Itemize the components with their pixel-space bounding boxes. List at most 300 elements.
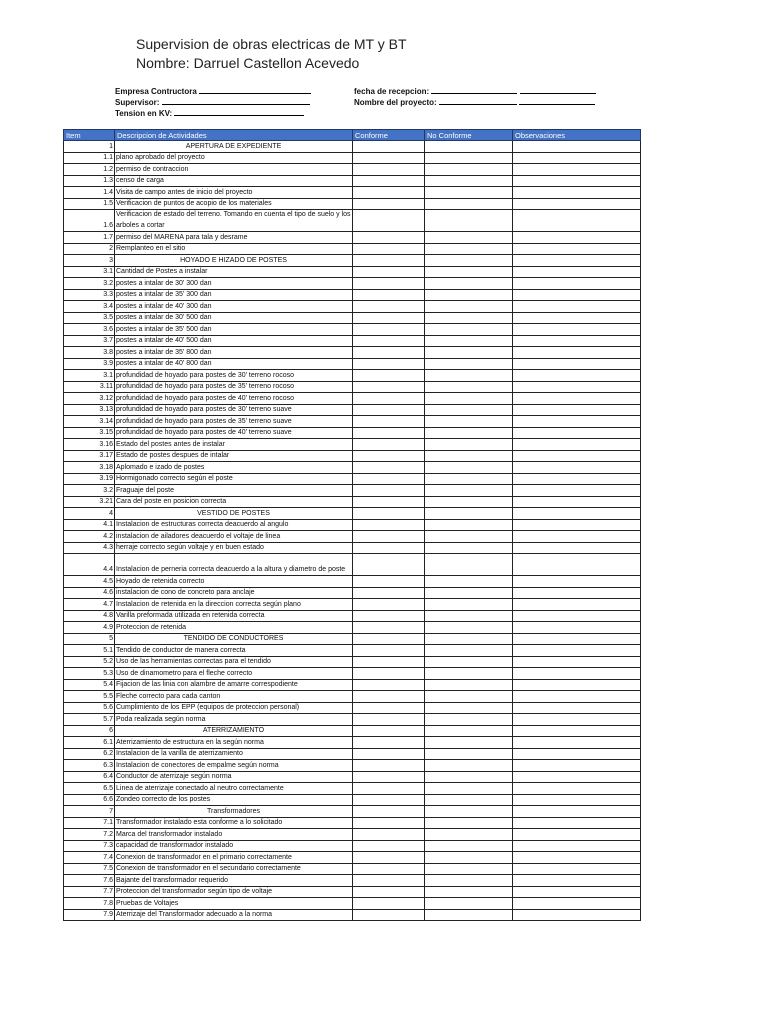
no-conforme-cell[interactable] (425, 141, 513, 153)
item-cell: 1 (64, 141, 115, 153)
observaciones-cell[interactable] (513, 152, 641, 164)
table-row (64, 347, 641, 359)
observaciones-cell[interactable] (513, 416, 641, 428)
no-conforme-cell[interactable] (425, 347, 513, 359)
observaciones-cell[interactable] (513, 645, 641, 657)
no-conforme-cell[interactable] (425, 794, 513, 806)
conforme-cell[interactable] (353, 645, 425, 657)
no-conforme-cell[interactable] (425, 691, 513, 703)
item-cell: 5.6 (64, 702, 115, 714)
observaciones-cell[interactable] (513, 760, 641, 772)
item-cell: 4.1 (64, 519, 115, 531)
conforme-cell[interactable] (353, 485, 425, 497)
no-conforme-cell[interactable] (425, 576, 513, 588)
conforme-cell[interactable] (353, 714, 425, 726)
conforme-cell[interactable] (353, 278, 425, 290)
conforme-cell[interactable] (353, 473, 425, 485)
no-conforme-cell[interactable] (425, 531, 513, 543)
no-conforme-cell[interactable] (425, 817, 513, 829)
item-cell: 7.2 (64, 829, 115, 841)
conforme-cell[interactable] (353, 599, 425, 611)
observaciones-cell[interactable] (513, 679, 641, 691)
observaciones-cell[interactable] (513, 542, 641, 554)
conforme-cell[interactable] (353, 725, 425, 737)
no-conforme-cell[interactable] (425, 679, 513, 691)
no-conforme-cell[interactable] (425, 416, 513, 428)
description-cell: Fleche correcto para cada canton (115, 691, 353, 703)
table-row (64, 863, 641, 875)
table-row (64, 439, 641, 451)
section-row (64, 633, 641, 645)
observaciones-cell[interactable] (513, 817, 641, 829)
table-row (64, 737, 641, 749)
no-conforme-cell[interactable] (425, 198, 513, 210)
item-cell: 3.11 (64, 381, 115, 393)
no-conforme-cell[interactable] (425, 554, 513, 576)
conforme-cell[interactable] (353, 554, 425, 576)
conforme-cell[interactable] (353, 909, 425, 921)
item-cell: 3.7 (64, 335, 115, 347)
supervisor-line[interactable] (162, 96, 310, 105)
observaciones-cell[interactable] (513, 633, 641, 645)
item-cell: 4.9 (64, 622, 115, 634)
conforme-cell[interactable] (353, 210, 425, 232)
table-row (64, 599, 641, 611)
conforme-cell[interactable] (353, 324, 425, 336)
no-conforme-cell[interactable] (425, 278, 513, 290)
empresa-label: Empresa Contructora (115, 87, 197, 96)
conforme-cell[interactable] (353, 898, 425, 910)
no-conforme-cell[interactable] (425, 760, 513, 772)
observaciones-cell[interactable] (513, 725, 641, 737)
observaciones-cell[interactable] (513, 610, 641, 622)
observaciones-cell[interactable] (513, 312, 641, 324)
item-cell: 6.2 (64, 748, 115, 760)
description-cell: Proteccion de retenida (115, 622, 353, 634)
proyecto-field[interactable] (354, 96, 595, 108)
observaciones-cell[interactable] (513, 863, 641, 875)
conforme-cell[interactable] (353, 760, 425, 772)
observaciones-cell[interactable] (513, 691, 641, 703)
description-cell: Fraguaje del poste (115, 485, 353, 497)
observaciones-cell[interactable] (513, 141, 641, 153)
table-row (64, 691, 641, 703)
proyecto-line-2[interactable] (519, 96, 595, 105)
conforme-cell[interactable] (353, 817, 425, 829)
observaciones-cell[interactable] (513, 427, 641, 439)
fecha-label: fecha de recepcion: (354, 87, 430, 96)
empresa-line[interactable] (199, 85, 311, 94)
conforme-cell[interactable] (353, 347, 425, 359)
no-conforme-cell[interactable] (425, 152, 513, 164)
item-cell: 3.21 (64, 496, 115, 508)
no-conforme-cell[interactable] (425, 496, 513, 508)
description-cell: Marca del transformador instalado (115, 829, 353, 841)
observaciones-cell[interactable] (513, 587, 641, 599)
supervisor-label: Supervisor: (115, 98, 160, 107)
conforme-cell[interactable] (353, 198, 425, 210)
conforme-cell[interactable] (353, 393, 425, 405)
observaciones-cell[interactable] (513, 622, 641, 634)
observaciones-cell[interactable] (513, 462, 641, 474)
table-row (64, 760, 641, 772)
table-row (64, 886, 641, 898)
conforme-cell[interactable] (353, 335, 425, 347)
conforme-cell[interactable] (353, 301, 425, 313)
conforme-cell[interactable] (353, 266, 425, 278)
no-conforme-cell[interactable] (425, 610, 513, 622)
description-cell: Varilla preformada utilizada en retenida correcta (115, 610, 353, 622)
item-cell: 3.15 (64, 427, 115, 439)
no-conforme-cell[interactable] (425, 852, 513, 864)
no-conforme-cell[interactable] (425, 301, 513, 313)
conforme-cell[interactable] (353, 622, 425, 634)
conforme-cell[interactable] (353, 702, 425, 714)
observaciones-cell[interactable] (513, 783, 641, 795)
observaciones-cell[interactable] (513, 771, 641, 783)
table-row (64, 898, 641, 910)
conforme-cell[interactable] (353, 519, 425, 531)
observaciones-cell[interactable] (513, 324, 641, 336)
observaciones-cell[interactable] (513, 702, 641, 714)
item-cell: 5 (64, 633, 115, 645)
item-cell: 4.8 (64, 610, 115, 622)
description-cell: Conexion de transformador en el primario correctamente (115, 852, 353, 864)
table-row (64, 702, 641, 714)
observaciones-cell[interactable] (513, 576, 641, 588)
observaciones-cell[interactable] (513, 278, 641, 290)
conforme-cell[interactable] (353, 187, 425, 199)
no-conforme-cell[interactable] (425, 175, 513, 187)
observaciones-cell[interactable] (513, 266, 641, 278)
observaciones-cell[interactable] (513, 599, 641, 611)
conforme-cell[interactable] (353, 656, 425, 668)
no-conforme-cell[interactable] (425, 508, 513, 520)
conforme-cell[interactable] (353, 358, 425, 370)
no-conforme-cell[interactable] (425, 485, 513, 497)
conforme-cell[interactable] (353, 737, 425, 749)
no-conforme-cell[interactable] (425, 656, 513, 668)
no-conforme-cell[interactable] (425, 714, 513, 726)
proyecto-line[interactable] (439, 96, 517, 105)
no-conforme-cell[interactable] (425, 450, 513, 462)
description-cell: Linea de aterrizaje conectado al neutro correctamente (115, 783, 353, 795)
description-cell: capacidad de transformador instalado (115, 840, 353, 852)
tension-field[interactable] (115, 107, 304, 119)
description-cell: postes a intalar de 35' 800 dan (115, 347, 353, 359)
table-row (64, 450, 641, 462)
conforme-cell[interactable] (353, 462, 425, 474)
no-conforme-cell[interactable] (425, 462, 513, 474)
no-conforme-cell[interactable] (425, 645, 513, 657)
item-cell: 7.7 (64, 886, 115, 898)
conforme-cell[interactable] (353, 875, 425, 887)
item-cell: 1.6 (64, 210, 115, 232)
description-cell: Proteccion del transformador según tipo de voltaje (115, 886, 353, 898)
conforme-cell[interactable] (353, 381, 425, 393)
fecha-line-2[interactable] (520, 85, 596, 94)
conforme-cell[interactable] (353, 508, 425, 520)
observaciones-cell[interactable] (513, 358, 641, 370)
observaciones-cell[interactable] (513, 496, 641, 508)
observaciones-cell[interactable] (513, 668, 641, 680)
description-cell: Visita de campo antes de inicio del proyecto (115, 187, 353, 199)
no-conforme-cell[interactable] (425, 243, 513, 255)
description-cell: Pruebas de Voltajes (115, 898, 353, 910)
no-conforme-cell[interactable] (425, 668, 513, 680)
description-cell: Poda realizada según norma (115, 714, 353, 726)
observaciones-cell[interactable] (513, 198, 641, 210)
no-conforme-cell[interactable] (425, 725, 513, 737)
description-cell: Instalacion de la varilla de aterrizamiento (115, 748, 353, 760)
item-cell: 4.6 (64, 587, 115, 599)
observaciones-cell[interactable] (513, 175, 641, 187)
observaciones-cell[interactable] (513, 840, 641, 852)
description-cell: VESTIDO DE POSTES (115, 508, 353, 520)
table-row (64, 656, 641, 668)
observaciones-cell[interactable] (513, 909, 641, 921)
table-row (64, 187, 641, 199)
no-conforme-cell[interactable] (425, 898, 513, 910)
no-conforme-cell[interactable] (425, 587, 513, 599)
observaciones-cell[interactable] (513, 335, 641, 347)
conforme-cell[interactable] (353, 289, 425, 301)
no-conforme-cell[interactable] (425, 266, 513, 278)
item-cell: 3.4 (64, 301, 115, 313)
description-cell: Verificacion de estado del terreno. Tomando en cuenta el tipo de suelo y los arboles a cortar (115, 210, 353, 232)
item-cell: 4.2 (64, 531, 115, 543)
header-descripcion: Descripcion de Actividades (115, 130, 353, 141)
no-conforme-cell[interactable] (425, 702, 513, 714)
observaciones-cell[interactable] (513, 748, 641, 760)
no-conforme-cell[interactable] (425, 875, 513, 887)
observaciones-cell[interactable] (513, 370, 641, 382)
observaciones-cell[interactable] (513, 886, 641, 898)
observaciones-cell[interactable] (513, 656, 641, 668)
description-cell: herraje correcto según voltaje y en buen estado (115, 542, 353, 554)
conforme-cell[interactable] (353, 164, 425, 176)
description-cell: Cumplimiento de los EPP (equipos de proteccion personal) (115, 702, 353, 714)
observaciones-cell[interactable] (513, 737, 641, 749)
observaciones-cell[interactable] (513, 439, 641, 451)
observaciones-cell[interactable] (513, 898, 641, 910)
conforme-cell[interactable] (353, 404, 425, 416)
conforme-cell[interactable] (353, 542, 425, 554)
description-cell: Tendido de conductor de manera correcta (115, 645, 353, 657)
table-row (64, 404, 641, 416)
item-cell: 7.4 (64, 852, 115, 864)
conforme-cell[interactable] (353, 610, 425, 622)
observaciones-cell[interactable] (513, 519, 641, 531)
document-title: Supervision de obras electricas de MT y BT (136, 36, 407, 52)
table-row (64, 748, 641, 760)
description-cell: instalacion de cono de concreto para anclaje (115, 587, 353, 599)
no-conforme-cell[interactable] (425, 370, 513, 382)
conforme-cell[interactable] (353, 255, 425, 267)
no-conforme-cell[interactable] (425, 863, 513, 875)
observaciones-cell[interactable] (513, 714, 641, 726)
conforme-cell[interactable] (353, 794, 425, 806)
no-conforme-cell[interactable] (425, 806, 513, 818)
no-conforme-cell[interactable] (425, 289, 513, 301)
conforme-cell[interactable] (353, 840, 425, 852)
observaciones-cell[interactable] (513, 485, 641, 497)
no-conforme-cell[interactable] (425, 381, 513, 393)
observaciones-cell[interactable] (513, 381, 641, 393)
section-row (64, 806, 641, 818)
no-conforme-cell[interactable] (425, 909, 513, 921)
observaciones-cell[interactable] (513, 232, 641, 244)
observaciones-cell[interactable] (513, 243, 641, 255)
no-conforme-cell[interactable] (425, 622, 513, 634)
observaciones-cell[interactable] (513, 508, 641, 520)
table-row (64, 175, 641, 187)
no-conforme-cell[interactable] (425, 783, 513, 795)
tension-line[interactable] (174, 107, 304, 116)
header-observaciones: Observaciones (513, 130, 641, 141)
observaciones-cell[interactable] (513, 393, 641, 405)
no-conforme-cell[interactable] (425, 840, 513, 852)
no-conforme-cell[interactable] (425, 404, 513, 416)
item-cell: 5.4 (64, 679, 115, 691)
conforme-cell[interactable] (353, 576, 425, 588)
conforme-cell[interactable] (353, 427, 425, 439)
table-row (64, 554, 641, 576)
description-cell: Transformador instalado esta conforme a lo solicitado (115, 817, 353, 829)
fecha-line[interactable] (431, 85, 517, 94)
conforme-cell[interactable] (353, 312, 425, 324)
observaciones-cell[interactable] (513, 210, 641, 232)
conforme-cell[interactable] (353, 232, 425, 244)
observaciones-cell[interactable] (513, 806, 641, 818)
conforme-cell[interactable] (353, 416, 425, 428)
observaciones-cell[interactable] (513, 187, 641, 199)
no-conforme-cell[interactable] (425, 542, 513, 554)
table-row (64, 909, 641, 921)
no-conforme-cell[interactable] (425, 427, 513, 439)
observaciones-cell[interactable] (513, 450, 641, 462)
conforme-cell[interactable] (353, 679, 425, 691)
observaciones-cell[interactable] (513, 164, 641, 176)
no-conforme-cell[interactable] (425, 473, 513, 485)
conforme-cell[interactable] (353, 886, 425, 898)
no-conforme-cell[interactable] (425, 886, 513, 898)
conforme-cell[interactable] (353, 863, 425, 875)
item-cell: 6.4 (64, 771, 115, 783)
conforme-cell[interactable] (353, 668, 425, 680)
conforme-cell[interactable] (353, 531, 425, 543)
conforme-cell[interactable] (353, 852, 425, 864)
no-conforme-cell[interactable] (425, 164, 513, 176)
observaciones-cell[interactable] (513, 301, 641, 313)
no-conforme-cell[interactable] (425, 312, 513, 324)
table-row (64, 829, 641, 841)
observaciones-cell[interactable] (513, 473, 641, 485)
conforme-cell[interactable] (353, 806, 425, 818)
table-row (64, 771, 641, 783)
no-conforme-cell[interactable] (425, 771, 513, 783)
section-row (64, 255, 641, 267)
item-cell: 3.8 (64, 347, 115, 359)
no-conforme-cell[interactable] (425, 748, 513, 760)
observaciones-cell[interactable] (513, 255, 641, 267)
conforme-cell[interactable] (353, 152, 425, 164)
conforme-cell[interactable] (353, 633, 425, 645)
table-row (64, 198, 641, 210)
description-cell: Fijacion de las linia con alambre de amarre correspodiente (115, 679, 353, 691)
description-cell: Estado del postes antes de instalar (115, 439, 353, 451)
no-conforme-cell[interactable] (425, 187, 513, 199)
no-conforme-cell[interactable] (425, 255, 513, 267)
no-conforme-cell[interactable] (425, 599, 513, 611)
no-conforme-cell[interactable] (425, 439, 513, 451)
item-cell: 1.7 (64, 232, 115, 244)
observaciones-cell[interactable] (513, 875, 641, 887)
conforme-cell[interactable] (353, 496, 425, 508)
no-conforme-cell[interactable] (425, 358, 513, 370)
description-cell: profundidad de hoyado para postes de 35' terreno rocoso (115, 381, 353, 393)
observaciones-cell[interactable] (513, 554, 641, 576)
item-cell: 7 (64, 806, 115, 818)
conforme-cell[interactable] (353, 691, 425, 703)
observaciones-cell[interactable] (513, 531, 641, 543)
description-cell: Estado de postes despues de intalar (115, 450, 353, 462)
no-conforme-cell[interactable] (425, 519, 513, 531)
conforme-cell[interactable] (353, 771, 425, 783)
observaciones-cell[interactable] (513, 852, 641, 864)
item-cell: 4.7 (64, 599, 115, 611)
item-cell: 7.8 (64, 898, 115, 910)
observaciones-cell[interactable] (513, 289, 641, 301)
table-row (64, 840, 641, 852)
conforme-cell[interactable] (353, 748, 425, 760)
observaciones-cell[interactable] (513, 347, 641, 359)
no-conforme-cell[interactable] (425, 232, 513, 244)
conforme-cell[interactable] (353, 829, 425, 841)
conforme-cell[interactable] (353, 587, 425, 599)
table-row (64, 381, 641, 393)
conforme-cell[interactable] (353, 175, 425, 187)
no-conforme-cell[interactable] (425, 829, 513, 841)
description-cell: profundidad de hoyado para postes de 30' terreno suave (115, 404, 353, 416)
description-cell: censo de carga (115, 175, 353, 187)
no-conforme-cell[interactable] (425, 633, 513, 645)
no-conforme-cell[interactable] (425, 324, 513, 336)
description-cell: Hoyado de retenida correcto (115, 576, 353, 588)
no-conforme-cell[interactable] (425, 393, 513, 405)
conforme-cell[interactable] (353, 243, 425, 255)
description-cell: Aplomado e izado de postes (115, 462, 353, 474)
conforme-cell[interactable] (353, 141, 425, 153)
no-conforme-cell[interactable] (425, 210, 513, 232)
conforme-cell[interactable] (353, 439, 425, 451)
table-row (64, 852, 641, 864)
observaciones-cell[interactable] (513, 829, 641, 841)
no-conforme-cell[interactable] (425, 737, 513, 749)
conforme-cell[interactable] (353, 783, 425, 795)
table-row (64, 473, 641, 485)
observaciones-cell[interactable] (513, 794, 641, 806)
description-cell: Instalacion de perneria correcta deacuerdo a la altura y diametro de poste (115, 554, 353, 576)
no-conforme-cell[interactable] (425, 335, 513, 347)
item-cell: 4.5 (64, 576, 115, 588)
description-cell: instalacion de ailadores deacuerdo el voltaje de linea (115, 531, 353, 543)
conforme-cell[interactable] (353, 450, 425, 462)
observaciones-cell[interactable] (513, 404, 641, 416)
item-cell: 6.6 (64, 794, 115, 806)
conforme-cell[interactable] (353, 370, 425, 382)
header-conforme: Conforme (353, 130, 425, 141)
